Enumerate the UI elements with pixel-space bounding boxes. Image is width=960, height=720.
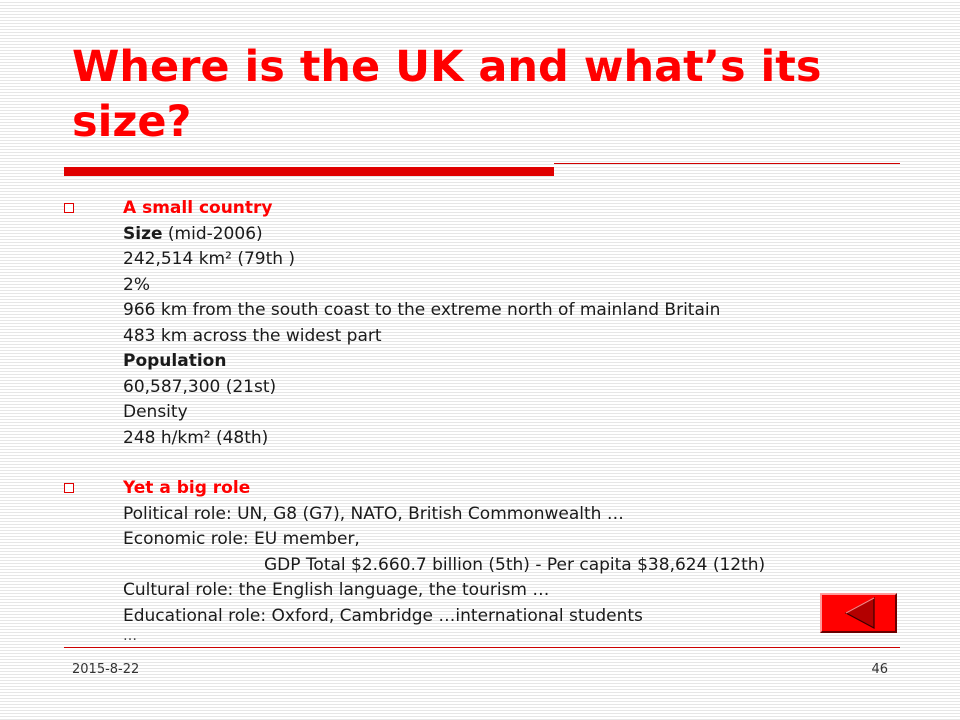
line-text: (mid-2006) [162, 223, 263, 244]
line-text: 2% [123, 274, 150, 295]
footer-date: 2015-8-22 [72, 662, 140, 677]
slide-body [0, 196, 960, 643]
line-text: 966 km from the south coast to the extreme north of mainland Britain [123, 300, 721, 320]
slide-title: Where is the UK and what’s its size? [72, 42, 822, 147]
bullet-section [0, 476, 960, 643]
title-underline-thick [64, 167, 554, 176]
body-line [123, 426, 960, 452]
title-underline-thin [554, 163, 900, 164]
line-label: Population [123, 351, 227, 371]
body-line [123, 349, 960, 375]
line-text: Cultural role: the English language, the tourism … [123, 580, 550, 600]
line-text: 248 h/km² (48th) [123, 427, 269, 448]
section-heading: A small country [123, 198, 273, 218]
line-text: Density [123, 402, 188, 422]
line-text: Educational role: Oxford, Cambridge …international students [123, 605, 643, 626]
bullet-section [0, 196, 960, 451]
body-line [123, 247, 960, 273]
body-line [123, 400, 960, 426]
line-label: Size [123, 223, 163, 244]
back-button[interactable] [820, 593, 897, 633]
line-text: 60,587,300 (21st) [123, 376, 277, 397]
square-bullet-icon [64, 203, 74, 213]
square-bullet-icon [64, 483, 74, 493]
body-line [123, 527, 960, 553]
section-heading: Yet a big role [123, 478, 251, 498]
line-text: Economic role: EU member, [123, 529, 360, 549]
footer-divider [64, 647, 900, 648]
line-text: 483 km across the widest part [123, 325, 382, 346]
line-text: GDP Total $2.660.7 billion (5th) - Per capita $38,624 (12th) [264, 554, 766, 575]
footer-page-number: 46 [871, 662, 888, 677]
body-line [123, 273, 960, 299]
body-line [123, 502, 960, 528]
line-text: … [123, 628, 137, 644]
body-line [123, 375, 960, 401]
body-line [123, 324, 960, 350]
body-line [123, 553, 960, 579]
body-line [123, 298, 960, 324]
line-text: 242,514 km² (79th ) [123, 249, 296, 269]
triangle-left-icon [822, 595, 895, 631]
line-text: Political role: UN, G8 (G7), NATO, British Commonwealth … [123, 503, 624, 524]
body-line [123, 222, 960, 248]
